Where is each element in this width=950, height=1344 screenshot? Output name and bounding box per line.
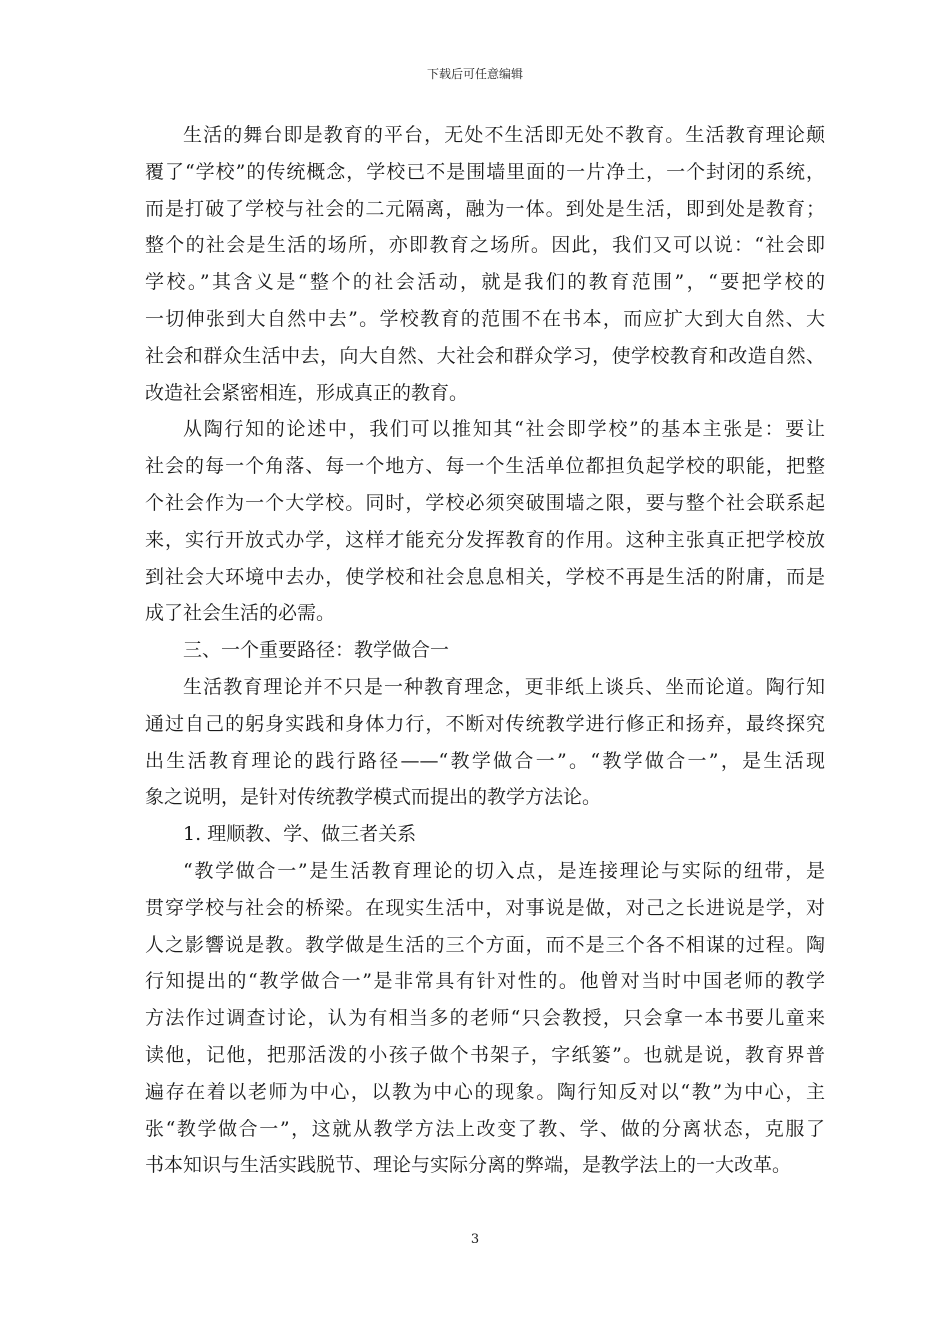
text-line: 生活的舞台即是教育的平台，无处不生活即无处不教育。生活教育理论颠 <box>183 124 825 146</box>
text-line: 书本知识与生活实践脱节、理论与实际分离的弊端，是教学法上的一大改革。 <box>145 1154 792 1177</box>
text-line: 人之影響说是教。教学做是生活的三个方面，而不是三个各不相谋的过程。陶 <box>145 933 825 956</box>
text-line: 社会的每一个角落、每一个地方、每一个生活单位都担负起学校的职能，把整 <box>145 455 825 478</box>
page-number: 3 <box>470 1232 480 1247</box>
document-body <box>145 117 825 1184</box>
text-line: 三、一个重要路径：教学做合一 <box>183 639 450 662</box>
text-line: 覆了“学校”的传统概念，学校已不是围墙里面的一片净土，一个封闭的系统， <box>145 160 825 183</box>
page-header: 下载后可任意编辑 <box>426 67 523 81</box>
text-line: 而是打破了学校与社会的二元隔离，融为一体。到处是生活，即到处是教育； <box>145 197 825 220</box>
text-line: 改造社会紧密相连，形成真正的教育。 <box>145 381 469 404</box>
text-line: 通过自己的躬身实践和身体力行，不断对传统教学进行修正和扬弃，最终探究 <box>145 712 825 735</box>
text-line: 1. 理顺教、学、做三者关系 <box>183 823 417 846</box>
text-line: 社会和群众生活中去，向大自然、大社会和群众学习，使学校教育和改造自然、 <box>145 344 825 367</box>
text-line: 出生活教育理论的践行路径——“教学做合一”。“教学做合一”，是生活现 <box>145 749 825 772</box>
text-line: 从陶行知的论述中，我们可以推知其“社会即学校”的基本主张是：要让 <box>183 418 825 441</box>
text-line: 象之说明，是针对传统教学模式而提出的教学方法论。 <box>145 786 602 809</box>
text-line: 读他，记他，把那活泼的小孩子做个书架子，字纸篓”。也就是说，教育界普 <box>145 1043 825 1066</box>
text-line: 生活教育理论并不只是一种教育理念，更非纸上谈兵、坐而论道。陶行知 <box>183 675 825 698</box>
text-line: 到社会大环境中去办，使学校和社会息息相关，学校不再是生活的附庸，而是 <box>145 565 825 588</box>
text-line: “教学做合一”是生活教育理论的切入点，是连接理论与实际的纽带，是 <box>183 859 825 882</box>
text-line: 一切伸张到大自然中去”。学校教育的范围不在书本，而应扩大到大自然、大 <box>145 307 825 330</box>
text-line: 行知提出的“教学做合一”是非常具有针对性的。他曾对当时中国老师的教学 <box>145 970 825 993</box>
text-line: 整个的社会是生活的场所，亦即教育之场所。因此，我们又可以说：“社会即 <box>145 234 825 257</box>
text-line: 方法作过调查讨论，认为有相当多的老师“只会教授，只会拿一本书要儿童来 <box>145 1007 825 1030</box>
text-line: 张“教学做合一”，这就从教学方法上改变了教、学、做的分离状态，克服了 <box>145 1117 825 1140</box>
text-line: 遍存在着以老师为中心，以教为中心的现象。陶行知反对以“教”为中心，主 <box>145 1080 825 1103</box>
text-line: 学校。”其含义是“整个的社会活动，就是我们的教育范围”，“要把学校的 <box>145 271 825 294</box>
text-line: 来，实行开放式办学，这样才能充分发挥教育的作用。这种主张真正把学校放 <box>145 528 825 551</box>
text-line: 个社会作为一个大学校。同时，学校必须突破围墙之限，要与整个社会联系起 <box>145 491 825 514</box>
text-line: 成了社会生活的必需。 <box>145 602 336 625</box>
text-line: 贯穿学校与社会的桥梁。在现实生活中，对事说是做，对己之长进说是学，对 <box>145 896 825 919</box>
